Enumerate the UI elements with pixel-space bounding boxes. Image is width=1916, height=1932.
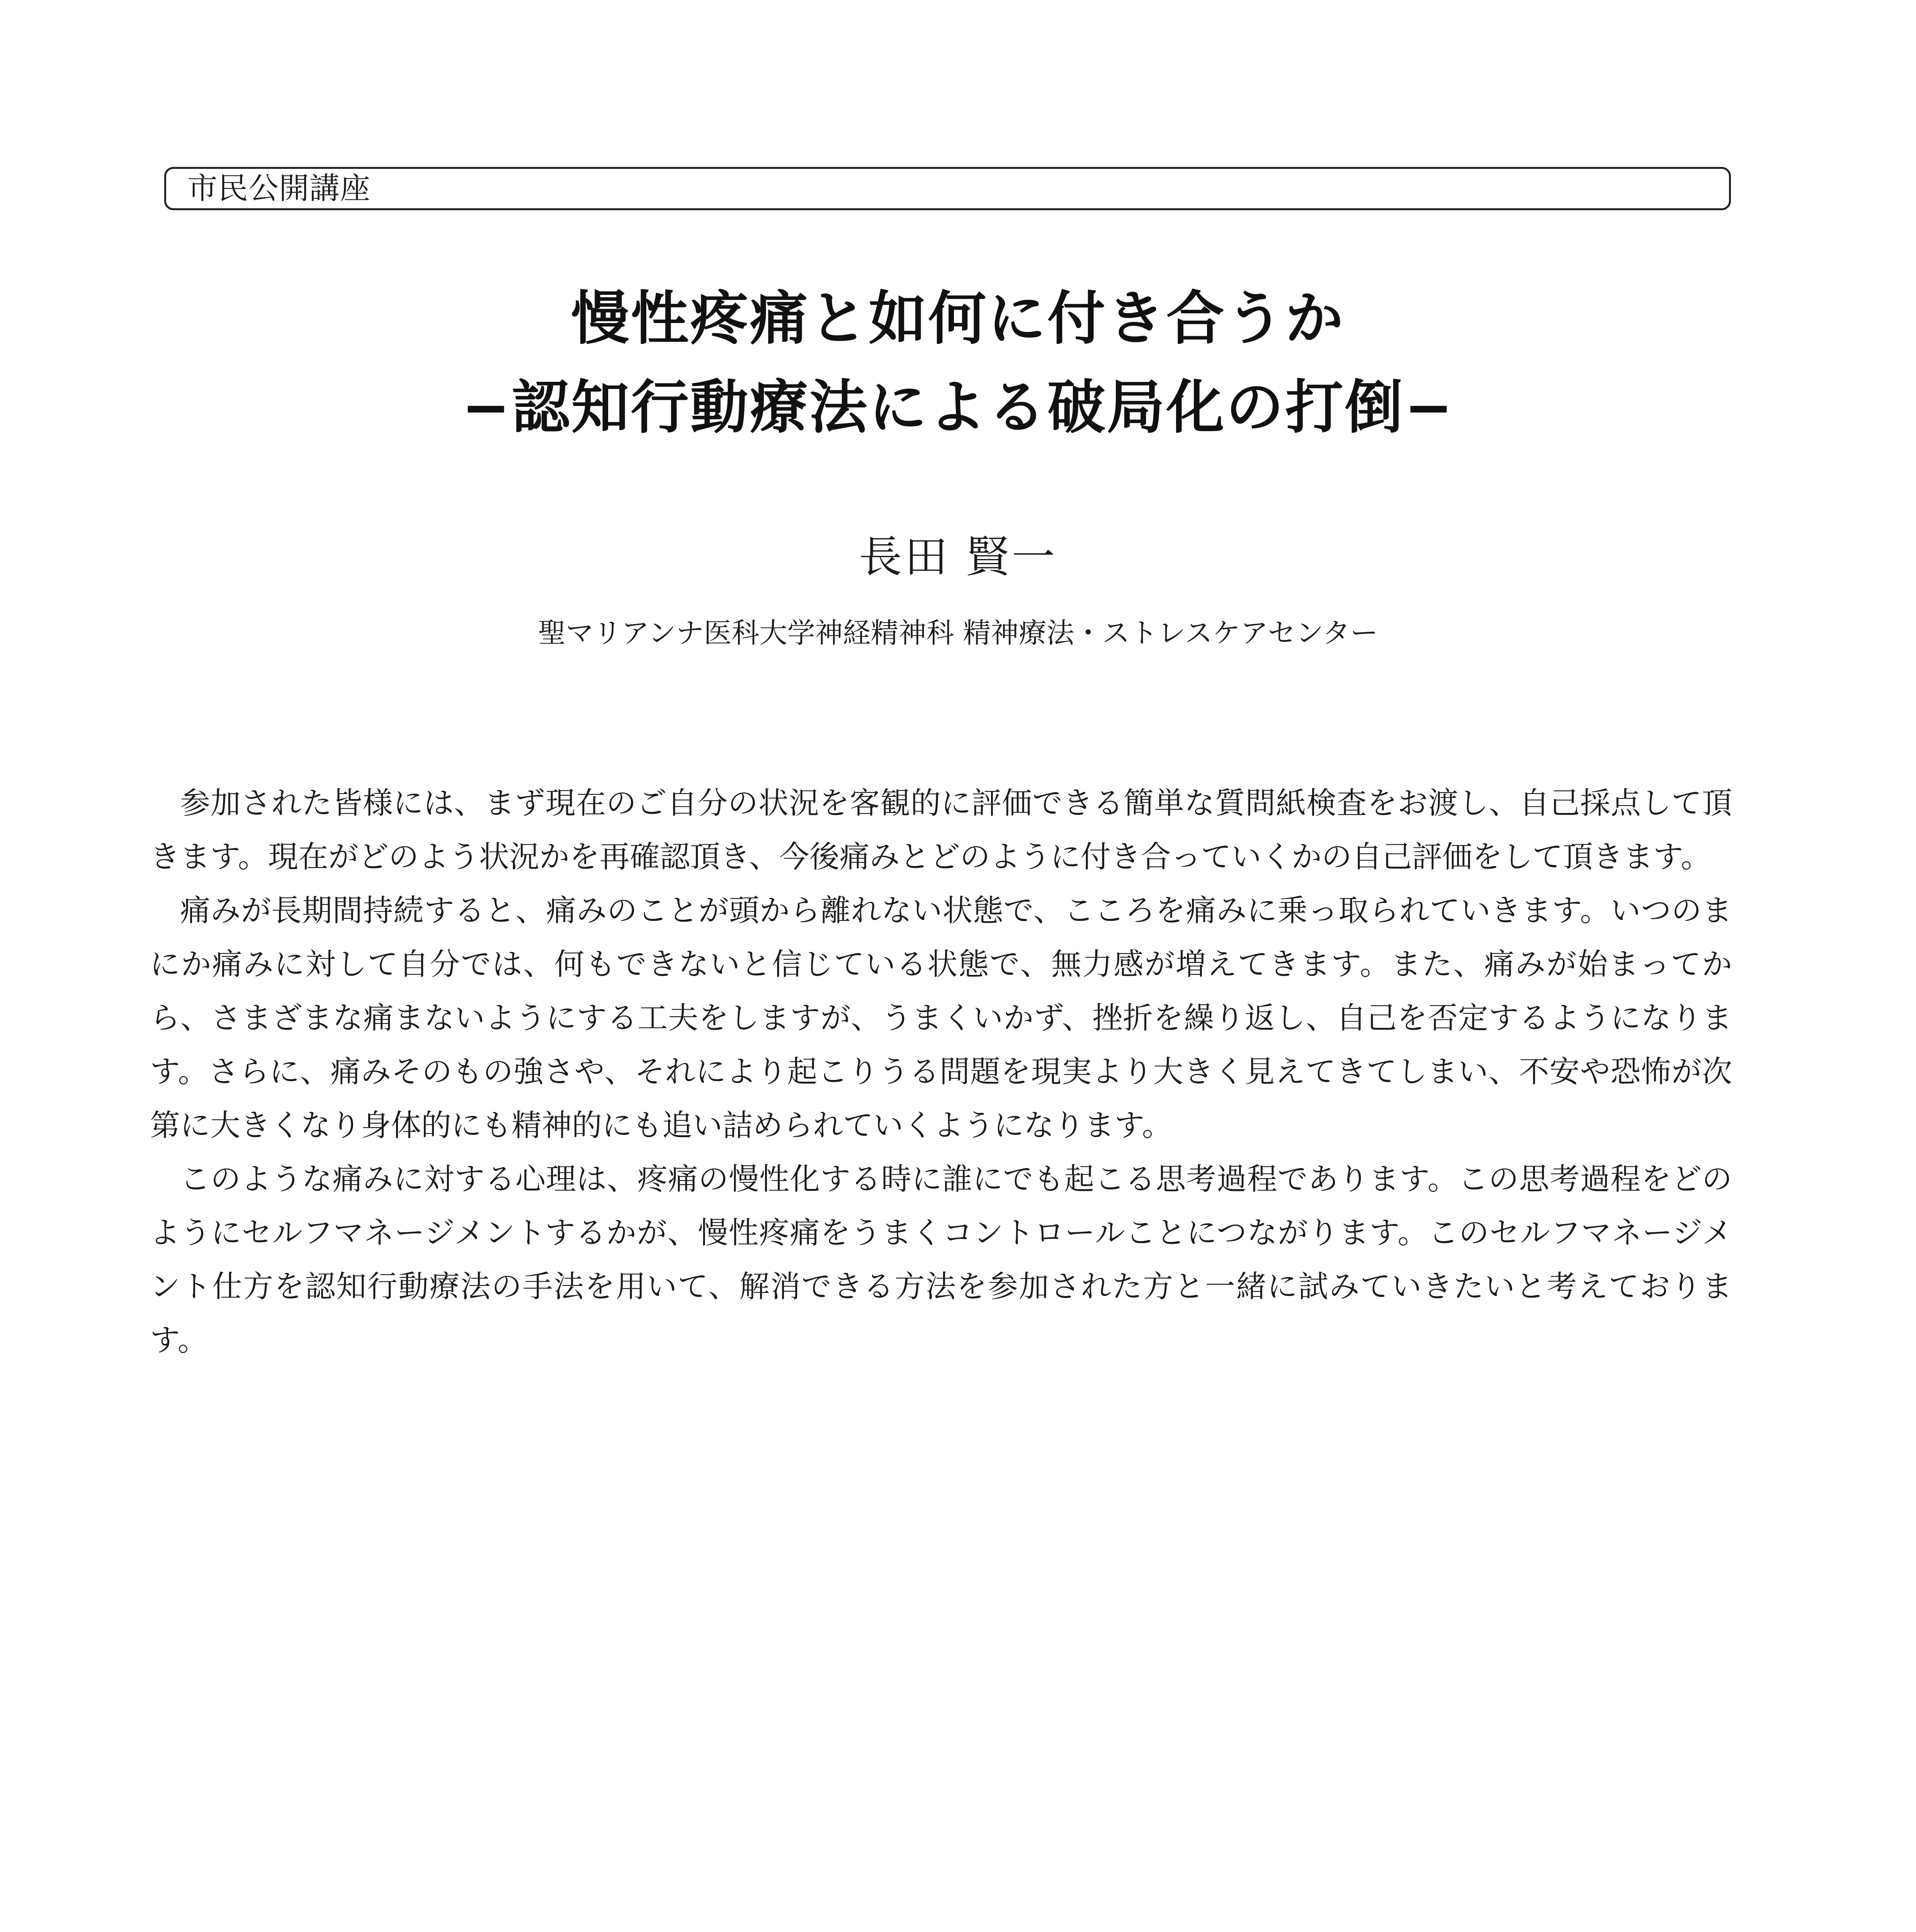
author-name: 長田 賢一 xyxy=(859,532,1057,582)
title-line-2: −認知行動療法による破局化の打倒− xyxy=(461,374,1455,441)
body-paragraph-2: 痛みが長期間持続すると、痛みのことが頭から離れない状態で、こころを痛みに乗っ取られていきます。いつのまにか痛みに対して自分では、何もできないと信じている状態で、無力感が増えてきます。また、痛みが始まってから、さまざまな痛まないようにする工夫をしますが、うまくいかず、挫折を繰り返し、自己を否定するようになります。さらに、痛みそのもの強さや、それにより起こりうる問題を現実より大きく見えてきてしまい、不安や恐怖が次第に大きくなり身体的にも精神的にも追い詰められていくようになります。 xyxy=(150,893,1732,1143)
section-label: 市民公開講座 xyxy=(187,171,371,206)
title-line-1: 慢性疼痛と如何に付き合うか xyxy=(571,285,1345,352)
author-affiliation: 聖マリアンナ医科大学神経精神科 精神療法・ストレスケアセンター xyxy=(538,617,1378,649)
body-paragraph-1: 参加された皆様には、まず現在のご自分の状況を客観的に評価できる簡単な質問紙検査をお渡し、自己採点して頂きます。現在がどのよう状況かを再確認頂き、今後痛みとどのように付き合っていくかの自己評価をして頂きます。 xyxy=(150,786,1732,874)
body-paragraph-3: このような痛みに対する心理は、疼痛の慢性化する時に誰にでも起こる思考過程であります。この思考過程をどのようにセルフマネージメントするかが、慢性疼痛をうまくコントロールことにつながります。このセルフマネージメント仕方を認知行動療法の手法を用いて、解消できる方法を参加された方と一緒に試みていきたいと考えております。 xyxy=(150,1162,1732,1358)
section-header-box xyxy=(164,167,1731,210)
body-text xyxy=(150,777,1732,1367)
